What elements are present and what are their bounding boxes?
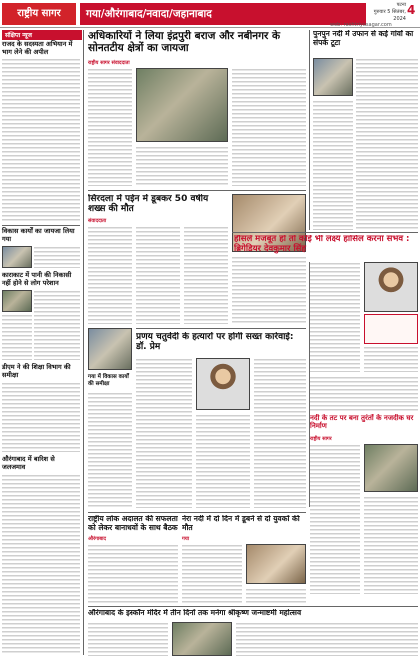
text-column — [88, 544, 178, 604]
text-column — [2, 382, 80, 452]
brand-logo: राष्ट्रीय सागर — [2, 3, 76, 25]
text-column — [136, 358, 192, 508]
section-strip: संक्षिप्त न्यूज — [2, 30, 82, 40]
divider — [88, 190, 306, 191]
divider — [88, 512, 306, 513]
headline-right-2: नदी के तट पर बना तुरंतों के नजदीक घर निर्माण — [310, 414, 414, 431]
portrait-photo — [364, 262, 418, 312]
headline-bottom: औरंगाबाद के इस्कॉन मंदिर में तीन दिनों तक मनेगा श्रीकृष्ण जन्माष्टमी महोत्सव — [88, 609, 302, 617]
text-column — [310, 376, 418, 412]
text-column — [364, 346, 418, 372]
page-number: 4 — [407, 3, 416, 17]
text-column — [310, 444, 360, 594]
news-photo — [2, 290, 32, 312]
headline-left-4: डीएम ने की शिक्षा विभाग की समीक्षा — [2, 363, 71, 379]
divider — [232, 232, 418, 233]
news-photo — [2, 246, 32, 268]
text-column — [364, 496, 418, 594]
headline-left-3: काराकाट में पानी की निकासी नहीं होने से लोग परेशान — [2, 271, 72, 287]
divider — [2, 225, 80, 226]
text-column — [2, 474, 80, 654]
headline-left-5: औरंगाबाद में बारिश से जलजमाव — [2, 455, 55, 471]
byline: गया — [182, 536, 190, 542]
byline: औरंगाबाद — [88, 536, 107, 542]
column-divider — [309, 30, 310, 230]
text-column — [88, 392, 132, 508]
text-column — [34, 290, 80, 360]
page-band-title: गया/औरंगाबाद/नवादा/जहानाबाद — [80, 3, 366, 25]
portrait-photo — [196, 358, 250, 410]
main-photo — [136, 68, 228, 142]
text-column — [313, 100, 353, 230]
text-column — [310, 262, 360, 372]
headline-mid-1: सिरदला में पईन में डूबकर 50 वर्षीय शख्स की मौत — [88, 194, 209, 215]
website: web: rashtriyasagar.com — [330, 22, 392, 28]
dateline: पटना गुरुवार 5 सितंबर, 2024 — [373, 2, 406, 22]
news-photo — [172, 622, 232, 656]
text-column — [232, 68, 306, 186]
text-column — [236, 622, 418, 656]
text-column — [88, 226, 132, 324]
text-column — [34, 246, 80, 268]
headline-left-2: विकास कार्यों का जायजा लिया गया — [2, 227, 75, 243]
news-photo — [246, 544, 306, 584]
byline: संवाददाता — [88, 218, 107, 224]
text-column — [2, 314, 32, 360]
headline-mid-2: हौसले मजबूत हो तो कोई भी लक्ष्य हासिल करना संभव : ब्रिगेडियर देवकुमार सिंह — [234, 235, 410, 254]
headline-mid-3: प्रणय चतुर्वेदी के हत्यारों पर होगी सख्त कार्रवाई: डॉ. प्रेम — [136, 332, 294, 353]
text-column — [246, 588, 306, 604]
text-column — [88, 622, 168, 656]
news-photo — [88, 328, 132, 370]
text-column — [356, 58, 418, 230]
column-divider — [83, 30, 84, 655]
byline: राष्ट्रीय सागर संवाददाता — [88, 60, 130, 66]
headline-mid-6: नेरा नदी में दो दिन में डूबने से दो युवकों की मौत — [182, 515, 300, 532]
headline-mid-5: राष्ट्रीय लोक अदालत की सफलता को लेकर बानाधवों के साथ बैठक — [88, 515, 178, 532]
text-column — [182, 544, 242, 604]
highlight-box — [364, 314, 418, 344]
headline-right-1: पुनपुन नदी में उफान से कई गांवों का संपर्क टूटा — [313, 30, 414, 47]
news-photo — [313, 58, 353, 96]
main-headline: अधिकारियों ने लिया इंद्रपुरी बराज और नबीनगर के सोनतटीय क्षेत्रों का जायजा — [88, 30, 281, 55]
text-column — [232, 256, 306, 324]
headline-left-1: राजद के सदस्यता अभियान में भाग लेने की अपील — [2, 40, 73, 56]
byline: राष्ट्रीय सागर — [310, 436, 332, 442]
headline-mid-4: गया में विकास कार्यों की समीक्षा — [88, 374, 129, 387]
text-column — [136, 226, 180, 324]
text-column — [88, 68, 132, 186]
text-column — [136, 146, 228, 186]
text-column — [184, 226, 228, 324]
text-column — [2, 58, 80, 223]
text-column — [196, 414, 250, 508]
divider — [136, 328, 306, 329]
news-photo — [364, 444, 418, 492]
text-column — [254, 358, 306, 508]
divider — [88, 606, 418, 607]
